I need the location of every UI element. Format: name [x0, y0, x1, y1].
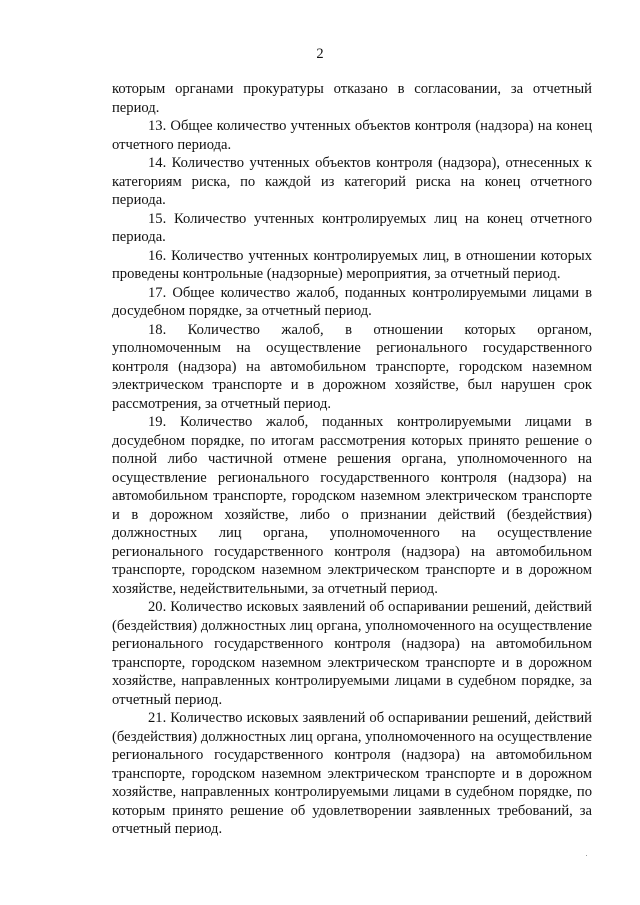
paragraph-14: 14. Количество учтенных объектов контроля (надзора), отнесенных к категориям риска, по каждой из категорий риска на конец отчетного периода.	[112, 155, 592, 208]
paragraph-18: 18. Количество жалоб, в отношении которых органом, уполномоченным на осуществление регионального государственного контроля (надзора) на автомобильном транспорте, городском наземном электрическом транспорте и в дорожном хозяйстве, был нарушен срок рассмотрения, за отчетный период.	[112, 321, 592, 412]
scan-speck	[586, 855, 587, 856]
paragraph-13: 13. Общее количество учтенных объектов контроля (надзора) на конец отчетного периода.	[112, 118, 592, 153]
paragraph-15: 15. Количество учтенных контролируемых лиц на конец отчетного периода.	[112, 210, 592, 245]
paragraph-17: 17. Общее количество жалоб, поданных контролируемыми лицами в досудебном порядке, за отчетный период.	[112, 284, 592, 319]
paragraph-21: 21. Количество исковых заявлений об оспаривании решений, действий (бездействия) должностных лиц органа, уполномоченного на осуществление регионального государственного контроля (надзора) на автомобильном транспорте, городском наземном электрическом транспорте и в дорожном хозяйстве, направленных контролируемыми лицами в судебном порядке, по которым принято решение об удовлетворении заявленных требований, за отчетный период.	[112, 710, 592, 837]
document-body	[112, 80, 592, 839]
paragraph-12-continuation: которым органами прокуратуры отказано в согласовании, за отчетный период.	[112, 81, 592, 116]
paragraph-20: 20. Количество исковых заявлений об оспаривании решений, действий (бездействия) должностных лиц органа, уполномоченного на осуществление регионального государственного контроля (надзора) на автомобильном транспорте, городском наземном электрическом транспорте и в дорожном хозяйстве, направленных контролируемыми лицами в судебном порядке, за отчетный период.	[112, 599, 592, 708]
paragraph-16: 16. Количество учтенных контролируемых лиц, в отношении которых проведены контрольные (надзорные) мероприятия, за отчетный период.	[112, 247, 592, 282]
paragraph-19: 19. Количество жалоб, поданных контролируемыми лицами в досудебном порядке, по итогам рассмотрения которых принято решение о полной либо частичной отмене решения органа, уполномоченного на осуществление регионального государственного контроля (надзора) на автомобильном транспорте, городском наземном электрическом транспорте и в дорожном хозяйстве, либо о признании действий (бездействия) должностных лиц органа, уполномоченного на осуществление регионального государственного контроля (надзора) на автомобильном транспорте, городском наземном электрическом транспорте и в дорожном хозяйстве, недействительными, за отчетный период.	[112, 414, 592, 597]
page-number: 2	[316, 46, 324, 62]
